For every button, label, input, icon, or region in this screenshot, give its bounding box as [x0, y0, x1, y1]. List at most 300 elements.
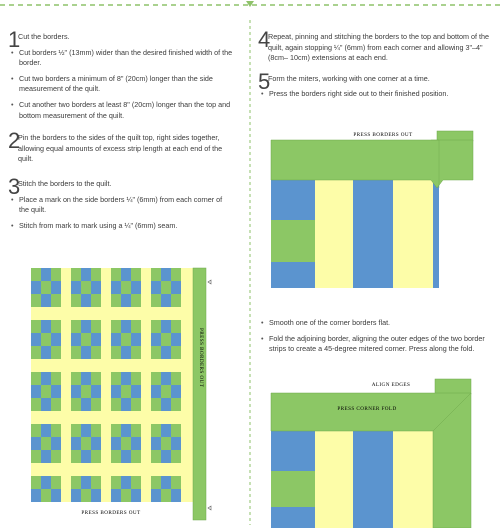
quilt-cell [81, 281, 91, 294]
quilt-cell [41, 281, 51, 294]
quilt-cell [31, 359, 41, 372]
quilt-cell [41, 437, 51, 450]
quilt-cell [111, 489, 121, 502]
quilt-cell [61, 307, 71, 320]
quilt-cell [151, 320, 161, 333]
quilt-cell [121, 320, 131, 333]
quilt-cell [141, 450, 151, 463]
quilt-cell [31, 385, 41, 398]
quilt-cell [111, 346, 121, 359]
quilt-cell [71, 333, 81, 346]
quilt-cell [51, 476, 61, 489]
quilt-cell [161, 372, 171, 385]
quilt-cell [61, 437, 71, 450]
quilt-cell [181, 398, 193, 411]
quilt-cell [61, 294, 71, 307]
quilt-cell [61, 489, 71, 502]
quilt-cell [41, 346, 51, 359]
quilt-cell [161, 307, 171, 320]
quilt-cell [171, 489, 181, 502]
quilt-cell [121, 268, 131, 281]
quilt-cell [71, 450, 81, 463]
quilt-cell [31, 333, 41, 346]
quilt-cell [131, 307, 141, 320]
step-number: 1 [8, 27, 21, 52]
quilt-cell [71, 294, 81, 307]
quilt-cell [131, 463, 141, 476]
quilt-cell [51, 294, 61, 307]
quilt-cell [161, 424, 171, 437]
quilt-cell [51, 359, 61, 372]
quilt-cell [81, 385, 91, 398]
quilt-cell [111, 424, 121, 437]
quilt-cell [181, 346, 193, 359]
quilt-cell [161, 411, 171, 424]
quilt-cell [121, 411, 131, 424]
quilt-cell [131, 346, 141, 359]
quilt-cell [41, 450, 51, 463]
list-item: • Press the borders right side out to their finished position. [258, 89, 494, 100]
list-item: • Smooth one of the corner borders flat. [258, 318, 494, 329]
quilt-cell [61, 372, 71, 385]
side-border-label: PRESS BORDERS OUT [198, 328, 204, 388]
quilt-cell [121, 424, 131, 437]
quilt-cell [31, 320, 41, 333]
quilt-cell [91, 450, 101, 463]
quilt-cell [81, 489, 91, 502]
quilt-cell [171, 463, 181, 476]
quilt-cell [171, 346, 181, 359]
quilt-cell [71, 398, 81, 411]
quilt-cell [51, 424, 61, 437]
quilt-cell [81, 359, 91, 372]
quilt-cell [71, 372, 81, 385]
quilt-cell [81, 450, 91, 463]
quilt-cell [151, 463, 161, 476]
quilt-cell [101, 437, 111, 450]
quilt-cell [111, 294, 121, 307]
quilt-cell [111, 463, 121, 476]
quilt-cell [61, 424, 71, 437]
left-column [8, 27, 234, 231]
quilt-cell [91, 307, 101, 320]
quilt-cell [51, 463, 61, 476]
quilt-cell [181, 333, 193, 346]
bottom-label: PRESS BORDERS OUT [81, 510, 141, 516]
quilt-cell [131, 450, 141, 463]
quilt-cell [81, 476, 91, 489]
quilt-cell [91, 294, 101, 307]
quilt-cell [181, 411, 193, 424]
quilt-cell [171, 437, 181, 450]
quilt-cell [91, 346, 101, 359]
quilt-cell [181, 281, 193, 294]
quilt-cell [161, 476, 171, 489]
quilt-cell [141, 359, 151, 372]
quilt-cell [51, 320, 61, 333]
quilt-cell [171, 476, 181, 489]
list-item: • Stitch from mark to mark using a ¼" (6mm) seam. [8, 221, 234, 232]
quilt-cell [181, 424, 193, 437]
quilt-cell [121, 437, 131, 450]
quilt-cell [51, 281, 61, 294]
quilt-cell [181, 268, 193, 281]
quilt-cell [101, 385, 111, 398]
quilt-cell [131, 424, 141, 437]
quilt-cell [91, 411, 101, 424]
quilt-cell [61, 320, 71, 333]
quilt-cell [51, 346, 61, 359]
quilt-cell [31, 307, 41, 320]
quilt-cell [31, 424, 41, 437]
quilt-cell [141, 398, 151, 411]
quilt-cell [51, 333, 61, 346]
quilt-cell [111, 437, 121, 450]
quilt-cell [61, 359, 71, 372]
step-heading: Form the miters, working with one corner at a time. [268, 73, 430, 83]
quilt-cell [131, 281, 141, 294]
quilt-cell [41, 268, 51, 281]
quilt-cell [111, 476, 121, 489]
quilt-cell [41, 476, 51, 489]
quilt-cell [71, 268, 81, 281]
quilt-cell [151, 437, 161, 450]
quilt-cell [151, 268, 161, 281]
quilt-cell [131, 268, 141, 281]
quilt-cell [101, 398, 111, 411]
quilt-cell [31, 372, 41, 385]
pin-marks [208, 280, 211, 510]
quilt-cell [101, 476, 111, 489]
quilt-cell [41, 333, 51, 346]
quilt-cell [31, 437, 41, 450]
quilt-cell [71, 489, 81, 502]
quilt-cell [61, 281, 71, 294]
quilt-cell [51, 268, 61, 281]
step-number: 5 [258, 68, 271, 94]
quilt-cell [101, 268, 111, 281]
quilt-cell [111, 281, 121, 294]
quilt-cell [151, 333, 161, 346]
quilt-cell [141, 294, 151, 307]
quilt-cell [131, 489, 141, 502]
quilt-cell [161, 268, 171, 281]
quilt-cell [111, 359, 121, 372]
quilt-cell [161, 320, 171, 333]
quilt-cell [81, 268, 91, 281]
quilt-cell [101, 450, 111, 463]
quilt-cell [131, 359, 141, 372]
quilt-cell [161, 359, 171, 372]
quilt-cell [31, 489, 41, 502]
quilt-cell [151, 281, 161, 294]
quilt-cell [121, 372, 131, 385]
quilt-cell [131, 333, 141, 346]
quilt-cell [141, 424, 151, 437]
quilt-cell [151, 359, 161, 372]
quilt-cell [121, 385, 131, 398]
quilt-cell [121, 463, 131, 476]
quilt-cell [171, 411, 181, 424]
quilt-cell [171, 281, 181, 294]
step-3 [8, 173, 234, 231]
quilt-cell [121, 489, 131, 502]
quilt-cell [171, 307, 181, 320]
quilt-cell [181, 320, 193, 333]
list-item: • Cut borders ½" (13mm) wider than the desired finished width of the border. [8, 48, 234, 69]
quilt-cell [121, 359, 131, 372]
quilt-cell [121, 398, 131, 411]
quilt-cell [161, 489, 171, 502]
quilt-cell [71, 476, 81, 489]
quilt-cell [71, 346, 81, 359]
step-5 [258, 68, 494, 100]
quilt-cell [61, 476, 71, 489]
right-middle-text [258, 318, 494, 355]
quilt-cell [41, 372, 51, 385]
quilt-cell [181, 359, 193, 372]
quilt-cell [81, 372, 91, 385]
quilt-cell [31, 346, 41, 359]
quilt-cell [151, 372, 161, 385]
column-divider [249, 20, 251, 525]
step-2 [8, 128, 234, 165]
step-number: 4 [258, 27, 271, 52]
quilt-cell [111, 307, 121, 320]
quilt-cell [91, 333, 101, 346]
quilt-cell [141, 372, 151, 385]
quilt-cell [141, 307, 151, 320]
quilt-cell [81, 346, 91, 359]
quilt-cell [171, 333, 181, 346]
quilt-cell [81, 411, 91, 424]
quilt-cell [91, 320, 101, 333]
quilt-cell [91, 489, 101, 502]
step-4 [258, 27, 494, 64]
quilt-cell [161, 450, 171, 463]
quilt-cell [151, 489, 161, 502]
quilt-cell [111, 450, 121, 463]
quilt-cell [41, 398, 51, 411]
quilt-cell [71, 359, 81, 372]
quilt-cell [81, 424, 91, 437]
right-column [258, 27, 494, 100]
quilt-cell [61, 346, 71, 359]
quilt-cell [161, 437, 171, 450]
quilt-cell [91, 424, 101, 437]
quilt-cell [61, 385, 71, 398]
quilt-cell [181, 489, 193, 502]
quilt-cell [91, 437, 101, 450]
quilt-cell [81, 437, 91, 450]
quilt-cell [91, 372, 101, 385]
quilt-cell [141, 489, 151, 502]
quilt-cell [81, 307, 91, 320]
quilt-cell [161, 294, 171, 307]
quilt-cell [81, 398, 91, 411]
quilt-cell [151, 424, 161, 437]
quilt-cell [91, 281, 101, 294]
quilt-cell [31, 281, 41, 294]
quilt-cell [141, 333, 151, 346]
quilt-cell [51, 385, 61, 398]
press-borders-out-figure [271, 128, 477, 290]
quilt-cell [141, 437, 151, 450]
quilt-cell [31, 411, 41, 424]
quilt-cell [131, 437, 141, 450]
quilt-cell [141, 476, 151, 489]
list-item: • Fold the adjoining border, aligning the outer edges of the two border strips to create a 45-degree mitered corner. Press along the fold. [258, 334, 494, 355]
quilt-cell [71, 385, 81, 398]
quilt-cell [41, 463, 51, 476]
quilt-cell [101, 489, 111, 502]
quilt-cell [101, 463, 111, 476]
quilt-cell [71, 463, 81, 476]
quilt-cell [171, 268, 181, 281]
quilt-cell [61, 398, 71, 411]
quilt-cell [91, 463, 101, 476]
quilt-cell [171, 294, 181, 307]
press-corner-fold-label: PRESS CORNER FOLD [337, 406, 397, 412]
quilt-cell [131, 398, 141, 411]
side-border-strip [193, 268, 206, 520]
quilt-cell [151, 307, 161, 320]
quilt-side-border-figure [31, 268, 241, 524]
quilt-cell [131, 411, 141, 424]
quilt-cell [61, 333, 71, 346]
quilt-cell [131, 476, 141, 489]
quilt-cell [41, 424, 51, 437]
quilt-cell [31, 476, 41, 489]
quilt-cell [51, 437, 61, 450]
quilt-cell [31, 268, 41, 281]
top-divider-line [0, 0, 500, 10]
quilt-cell [91, 359, 101, 372]
quilt-cell [71, 281, 81, 294]
quilt-cell [121, 476, 131, 489]
quilt-cell [111, 398, 121, 411]
quilt-cell [141, 385, 151, 398]
quilt-cell [41, 294, 51, 307]
quilt-cell [101, 281, 111, 294]
quilt-cell [171, 359, 181, 372]
list-item: • Cut another two borders at least 8" (20cm) longer than the top and bottom measurement of the quilt. [8, 100, 234, 121]
quilt-cell [61, 411, 71, 424]
quilt-cell [171, 398, 181, 411]
quilt-cell [171, 372, 181, 385]
quilt-cell [71, 437, 81, 450]
quilt-cell [101, 372, 111, 385]
quilt-cell [61, 463, 71, 476]
quilt-cell [151, 385, 161, 398]
quilt-cell [51, 411, 61, 424]
quilt-cell [141, 320, 151, 333]
quilt-cell [171, 320, 181, 333]
quilt-cell [41, 489, 51, 502]
quilt-cell [161, 398, 171, 411]
quilt-cell [151, 294, 161, 307]
step-heading: Repeat, pinning and stitching the borders to the top and bottom of the quilt, again stopping ¼" (6mm) from each corner and allowing 3"–4" (8cm– 10cm) extensions at each end. [268, 32, 489, 63]
quilt-cell [121, 450, 131, 463]
quilt-cell [111, 268, 121, 281]
quilt-cell [121, 294, 131, 307]
quilt-cell [101, 333, 111, 346]
quilt-cell [171, 424, 181, 437]
quilt-cell [91, 385, 101, 398]
quilt-cell [161, 385, 171, 398]
quilt-cell [71, 424, 81, 437]
step-heading: Stitch the borders to the quilt. [18, 178, 112, 188]
quilt-cell [51, 450, 61, 463]
quilt-cell [171, 385, 181, 398]
quilt-cell [161, 463, 171, 476]
align-edges-label: ALIGN EDGES [371, 382, 411, 388]
quilt-cell [131, 294, 141, 307]
quilt-cell [111, 385, 121, 398]
quilt-cell [131, 372, 141, 385]
quilt-cell [101, 346, 111, 359]
quilt-cell [141, 411, 151, 424]
quilt-cell [121, 281, 131, 294]
list-item: • Cut two borders a minimum of 8" (20cm) longer than the side measurement of the quilt. [8, 74, 234, 95]
quilt-cell [181, 463, 193, 476]
quilt-cell [71, 320, 81, 333]
quilt-cell [101, 307, 111, 320]
quilt-cell [41, 411, 51, 424]
quilt-cell [71, 411, 81, 424]
quilt-cell [131, 385, 141, 398]
quilt-cell [181, 294, 193, 307]
quilt-cell [141, 268, 151, 281]
quilt-cell [91, 398, 101, 411]
quilt-cell [111, 372, 121, 385]
quilt-cell [91, 476, 101, 489]
press-corner-fold-figure [271, 378, 477, 528]
quilt-cell [51, 307, 61, 320]
quilt-cell [81, 320, 91, 333]
quilt-cell [161, 346, 171, 359]
quilt-cell [111, 320, 121, 333]
quilt-cell [151, 411, 161, 424]
quilt-cell [141, 463, 151, 476]
quilt-cell [151, 398, 161, 411]
quilt-cell [151, 346, 161, 359]
quilt-cell [151, 476, 161, 489]
step-number: 2 [8, 128, 21, 154]
quilt-cell [111, 411, 121, 424]
quilt-cell [81, 333, 91, 346]
quilt-cell [101, 320, 111, 333]
quilt-cell [141, 281, 151, 294]
quilt-cell [181, 307, 193, 320]
quilt-cell [151, 450, 161, 463]
quilt-cell [101, 424, 111, 437]
quilt-cell [121, 346, 131, 359]
quilt-cell [171, 450, 181, 463]
quilt-cell [31, 450, 41, 463]
quilt-cell [61, 450, 71, 463]
quilt-cell [81, 294, 91, 307]
quilt-cell [41, 359, 51, 372]
quilt-cell [41, 385, 51, 398]
quilt-cell [181, 450, 193, 463]
quilt-cell [71, 307, 81, 320]
quilt-cell [181, 372, 193, 385]
quilt-cell [101, 294, 111, 307]
quilt-cell [101, 359, 111, 372]
quilt-cell [51, 372, 61, 385]
quilt-cell [81, 463, 91, 476]
